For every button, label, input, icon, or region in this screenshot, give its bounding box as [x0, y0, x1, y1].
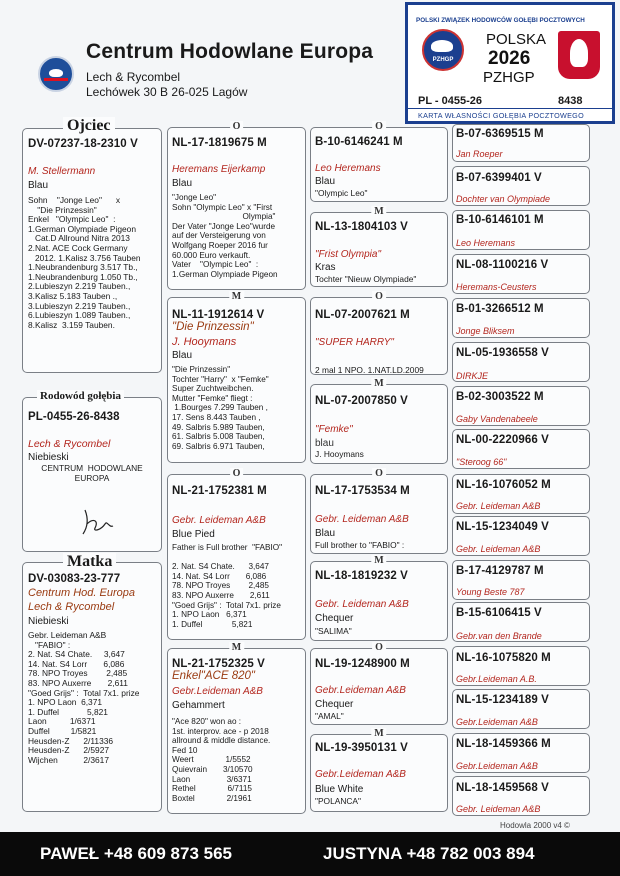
card-org: POLSKI ZWIĄZEK HODOWCÓW GOŁĘBI POCZTOWYCH	[416, 17, 585, 24]
pigeon-loft: CENTRUM HODOWLANE EUROPA	[41, 463, 143, 483]
gen3-notes: "AMAL"	[315, 711, 344, 721]
card-org-short: PZHGP	[483, 69, 535, 86]
gen3-ring: B-10-6146241 M	[315, 136, 403, 148]
gen2-notes: "Ace 820" won ao : 1st. interprov. ace - p 2018 allround & middle distance. Fed 10 Weert 1/5552 Quievrain 3/10570 Laon 3/6371 Rethel 6/7115 Boxtel 2/1961	[172, 717, 271, 803]
gen2-notes: "Jonge Leo" Sohn "Olympic Leo" x "First Olympia" Der Vater "Jonge Leo"wurde auf der Versteigerung von Wolfgang Roeper 2016 fur 60.000 Euro verkauft. Vater "Olympic Leo" : 1.German Olympiade Pigeon	[172, 193, 278, 279]
mother-notes: Gebr. Leideman A&B "FABIO" : 2. Nat. S4 Chate. 3,647 14. Nat. S4 Lorr 6,086 78. NPO Troyes 2,485 83. NPO Auxerre 2,611 "Goed Grijs" : Total 7x1. prize 1. NPO Laon 6,371 1. Duffel 5,821 Laon 1/6371 Duffel 1/5821 Heusden-Z 2/11336 Heusden-Z 2/5927 Wijchen 2/3617	[28, 630, 140, 765]
gen3-color: Chequer	[315, 613, 354, 624]
gen3-color: Chequer	[315, 699, 354, 710]
gen2-box: O NL-21-1752381 M Gebr. Leideman A&B Blue Pied Father is Full brother "FABIO" 2. Nat. S4 Chate. 3,647 14. Nat. S4 Lorr 6,086 78. NPO Troyes 2,485 83. NPO Auxerre 2,611 "Goed Grijs" : Total 7x1. prize 1. NPO Laon 6,371 1. Duffel 5,821	[167, 474, 306, 640]
gen2-color: Gehammert	[172, 700, 225, 711]
mother-ring: DV-03083-23-777	[28, 573, 121, 585]
gen3-notes: 2 mal 1 NPO. 1.NAT.LD.2009	[315, 365, 424, 375]
card-number: 8438	[558, 95, 583, 107]
gen2-box: M NL-11-1912614 V "Die Prinzessin" J. Hooymans Blau "Die Prinzessin" Tochter "Harry" x "Femke" Super Zuchtweibchen. Mutter "Femke" fliegt : 1.Bourges 7.299 Tauben , 17. Sens 8.443 Tauben , 49. Salbris 5.989 Tauben, 61. Salbris 5.008 Tauben, 69. Salbris 6.971 Tauben,	[167, 297, 306, 463]
mother-color: Niebieski	[28, 616, 69, 627]
mother-box	[22, 553, 162, 812]
pigeon-box	[22, 390, 162, 552]
gen3-box: O NL-07-2007621 M "SUPER HARRY" 2 mal 1 NPO. 1.NAT.LD.2009	[310, 297, 448, 375]
gen3-notes: J. Hooymans	[315, 449, 364, 459]
pigeon-ring: PL-0455-26-8438	[28, 411, 120, 423]
owner-address: Lechówek 30 B 26-025 Lagów	[86, 85, 248, 99]
gen3-notes: Full brother to "FABIO" :	[315, 540, 405, 550]
gen2-ring: NL-17-1819675 M	[172, 137, 267, 149]
gen3-name: "SUPER HARRY"	[315, 337, 394, 348]
gen3-breeder: Gebr.Leideman A&B	[315, 685, 406, 696]
gen3-name: "Frist Olympia"	[315, 249, 381, 260]
club-logo	[38, 56, 74, 92]
gen2-box: O NL-17-1819675 M Heremans Eijerkamp Blau "Jonge Leo" Sohn "Olympic Leo" x "First Olympia" Der Vater "Jonge Leo"wurde auf der Versteigerung von Wolfgang Roeper 2016 fur 60.000 Euro verkauft. Vater "Olympic Leo" : 1.German Olympiade Pigeon	[167, 127, 306, 290]
gen2-ring: NL-11-1912614 V	[172, 309, 265, 321]
gen3-box: M NL-13-1804103 V "Frist Olympia" Kras Tochter "Nieuw Olympiade"	[310, 212, 448, 287]
gen3-ring: NL-19-3950131 V	[315, 742, 408, 754]
gen3-box: O B-10-6146241 M Leo Heremans Blau "Olympic Leo"	[310, 127, 448, 202]
mother-line2: Lech & Rycombel	[28, 601, 115, 613]
gen2-breeder: J. Hooymans	[172, 336, 237, 348]
gen4-box: B-02-3003522 M Gaby Vandenabeele	[452, 386, 590, 426]
gen3-notes: "SALIMA"	[315, 626, 352, 636]
pigeon-owner: Lech & Rycombel	[28, 438, 111, 450]
pigeon-color: Niebieski	[28, 452, 69, 463]
gen2-notes: Father is Full brother "FABIO" 2. Nat. S4 Chate. 3,647 14. Nat. S4 Lorr 6,086 78. NPO Troyes 2,485 83. NPO Auxerre 2,611 "Goed Grijs" : Total 7x1. prize 1. NPO Laon 6,371 1. Duffel 5,821	[172, 543, 283, 629]
gen3-ring: NL-19-1248900 M	[315, 658, 410, 670]
mother-label: Matka	[63, 553, 116, 571]
page-title: Centrum Hodowlane Europa	[86, 40, 374, 63]
gen3-ring: NL-13-1804103 V	[315, 221, 408, 233]
gen3-color: Blau	[315, 176, 336, 187]
gen3-ring: NL-07-2007850 V	[315, 395, 408, 407]
gen2-color: Blau	[172, 178, 193, 189]
gen4-box: NL-00-2220966 V "Steroog 66"	[452, 429, 590, 469]
father-color: Blau	[28, 180, 49, 191]
polish-eagle-emblem	[558, 31, 600, 79]
card-caption: KARTA WŁASNOŚCI GOŁĘBIA POCZTOWEGO	[418, 111, 584, 120]
father-box	[22, 117, 162, 373]
footer-bar	[0, 832, 620, 876]
gen4-box: B-17-4129787 M Young Beste 787	[452, 560, 590, 600]
gen3-box: O NL-17-1753534 M Gebr. Leideman A&B Blau Full brother to "FABIO" :	[310, 474, 448, 554]
gen3-notes: Tochter "Nieuw Olympiade"	[315, 274, 417, 284]
card-ring: PL - 0455-26	[418, 95, 483, 107]
gen3-ring: NL-07-2007621 M	[315, 309, 410, 321]
gen2-breeder: Heremans Eijerkamp	[172, 164, 266, 175]
gen2-breeder: Gebr. Leideman A&B	[172, 515, 266, 526]
gen4-box: B-01-3266512 M Jonge Bliksem	[452, 298, 590, 338]
gen3-breeder: Leo Heremans	[315, 163, 381, 174]
gen2-color: Blue Pied	[172, 529, 215, 540]
pigeon-label: Rodowód gołębia	[37, 390, 124, 402]
gen4-box: NL-08-1100216 V Heremans-Ceusters	[452, 254, 590, 294]
card-year: 2026	[488, 48, 531, 69]
gen3-color: Blau	[315, 528, 336, 539]
gen3-breeder: Gebr. Leideman A&B	[315, 514, 409, 525]
card-country: POLSKA	[486, 31, 547, 48]
gen2-name: "Die Prinzessin"	[172, 321, 254, 333]
gen4-box: B-10-6146101 M Leo Heremans	[452, 210, 590, 250]
mother-line1: Centrum Hod. Europa	[28, 587, 135, 599]
gen4-box: B-15-6106415 V Gebr.van den Brande	[452, 602, 590, 642]
gen2-name: Enkel"ACE 820"	[172, 670, 255, 682]
father-label: Ojciec	[63, 117, 115, 135]
gen4-box: NL-18-1459366 M Gebr.Leideman A&B	[452, 733, 590, 773]
gen2-ring: NL-21-1752325 V	[172, 658, 265, 670]
father-notes: Sohn "Jonge Leo" x "Die Prinzessin" Enkel "Olympic Leo" : 1.German Olympiade Pigeon Cat.D Allround Nitra 2013 2.Nat. ACE Cock Germany 2012. 1.Kalisz 3.756 Tauben 1.Neubrandenburg 3.517 Tb., 1.Neubrandenburg 1.050 Tb., 2.Lubieszyn 2.219 Tauben., 3.Kalisz 5.183 Tauben ., 3.Lubieszyn 2.219 Tauben., 6.Lubieszyn 1.089 Tauben., 8.Kalisz 3.159 Tauben.	[28, 195, 141, 330]
gen3-notes: "POLANCA"	[315, 796, 361, 806]
gen3-notes: "Olympic Leo"	[315, 188, 368, 198]
gen3-name: "Femke"	[315, 424, 353, 435]
ownership-card	[405, 2, 615, 124]
gen2-notes: "Die Prinzessin" Tochter "Harry" x "Femke" Super Zuchtweibchen. Mutter "Femke" fliegt : 1.Bourges 7.299 Tauben , 17. Sens 8.443 Tauben , 49. Salbris 5.989 Tauben, 61. Salbris 5.008 Tauben, 69. Salbris 6.971 Tauben,	[172, 365, 269, 451]
gen4-box: NL-18-1459568 V Gebr. Leideman A&B	[452, 776, 590, 816]
gen3-color: blau	[315, 438, 334, 449]
gen4-box: B-07-6369515 M Jan Roeper	[452, 124, 590, 162]
gen2-color: Blau	[172, 350, 193, 361]
contact-pawel: PAWEŁ +48 609 873 565	[40, 844, 233, 863]
gen4-box: NL-16-1075820 M Gebr.Leideman A.B.	[452, 646, 590, 686]
gen3-color: Blue White	[315, 784, 364, 795]
gen2-breeder: Gebr.Leideman A&B	[172, 686, 263, 697]
gen3-box: O NL-19-1248900 M Gebr.Leideman A&B Chequer "AMAL"	[310, 648, 448, 725]
gen4-box: NL-05-1936558 V DIRKJE	[452, 342, 590, 382]
gen3-breeder: Gebr. Leideman A&B	[315, 599, 409, 610]
gen3-box: M NL-19-3950131 V Gebr.Leideman A&B Blue White "POLANCA"	[310, 734, 448, 812]
gen2-box: M NL-21-1752325 V Enkel"ACE 820" Gebr.Leideman A&B Gehammert "Ace 820" won ao : 1st. interprov. ace - p 2018 allround & middle distance. Fed 10 Weert 1/5552 Quievrain 3/10570 Laon 3/6371 Rethel 6/7115 Boxtel 2/1961	[167, 648, 306, 814]
gen3-ring: NL-18-1819232 V	[315, 570, 408, 582]
gen3-box: M NL-07-2007850 V "Femke" blau J. Hooymans	[310, 384, 448, 464]
gen3-breeder: Gebr.Leideman A&B	[315, 769, 406, 780]
father-ring: DV-07237-18-2310 V	[28, 138, 138, 150]
signature-image	[79, 506, 115, 536]
gen3-color: Kras	[315, 262, 336, 273]
gen4-box: NL-15-1234049 V Gebr. Leideman A&B	[452, 516, 590, 556]
gen4-box: NL-15-1234189 V Gebr.Leideman A&B	[452, 689, 590, 729]
pzhgp-logo: PZHGP	[422, 29, 464, 71]
gen4-box: NL-16-1076052 M Gebr. Leideman A&B	[452, 474, 590, 514]
owner-name: Lech & Rycombel	[86, 70, 181, 84]
father-breeder: M. Stellermann	[28, 166, 96, 177]
software-version: Hodowla 2000 v4 ©	[500, 821, 570, 830]
gen4-box: B-07-6399401 V Dochter van Olympiade	[452, 166, 590, 206]
gen2-ring: NL-21-1752381 M	[172, 485, 267, 497]
contact-justyna: JUSTYNA +48 782 003 894	[323, 844, 535, 863]
gen3-box: M NL-18-1819232 V Gebr. Leideman A&B Chequer "SALIMA"	[310, 561, 448, 641]
gen3-ring: NL-17-1753534 M	[315, 485, 410, 497]
